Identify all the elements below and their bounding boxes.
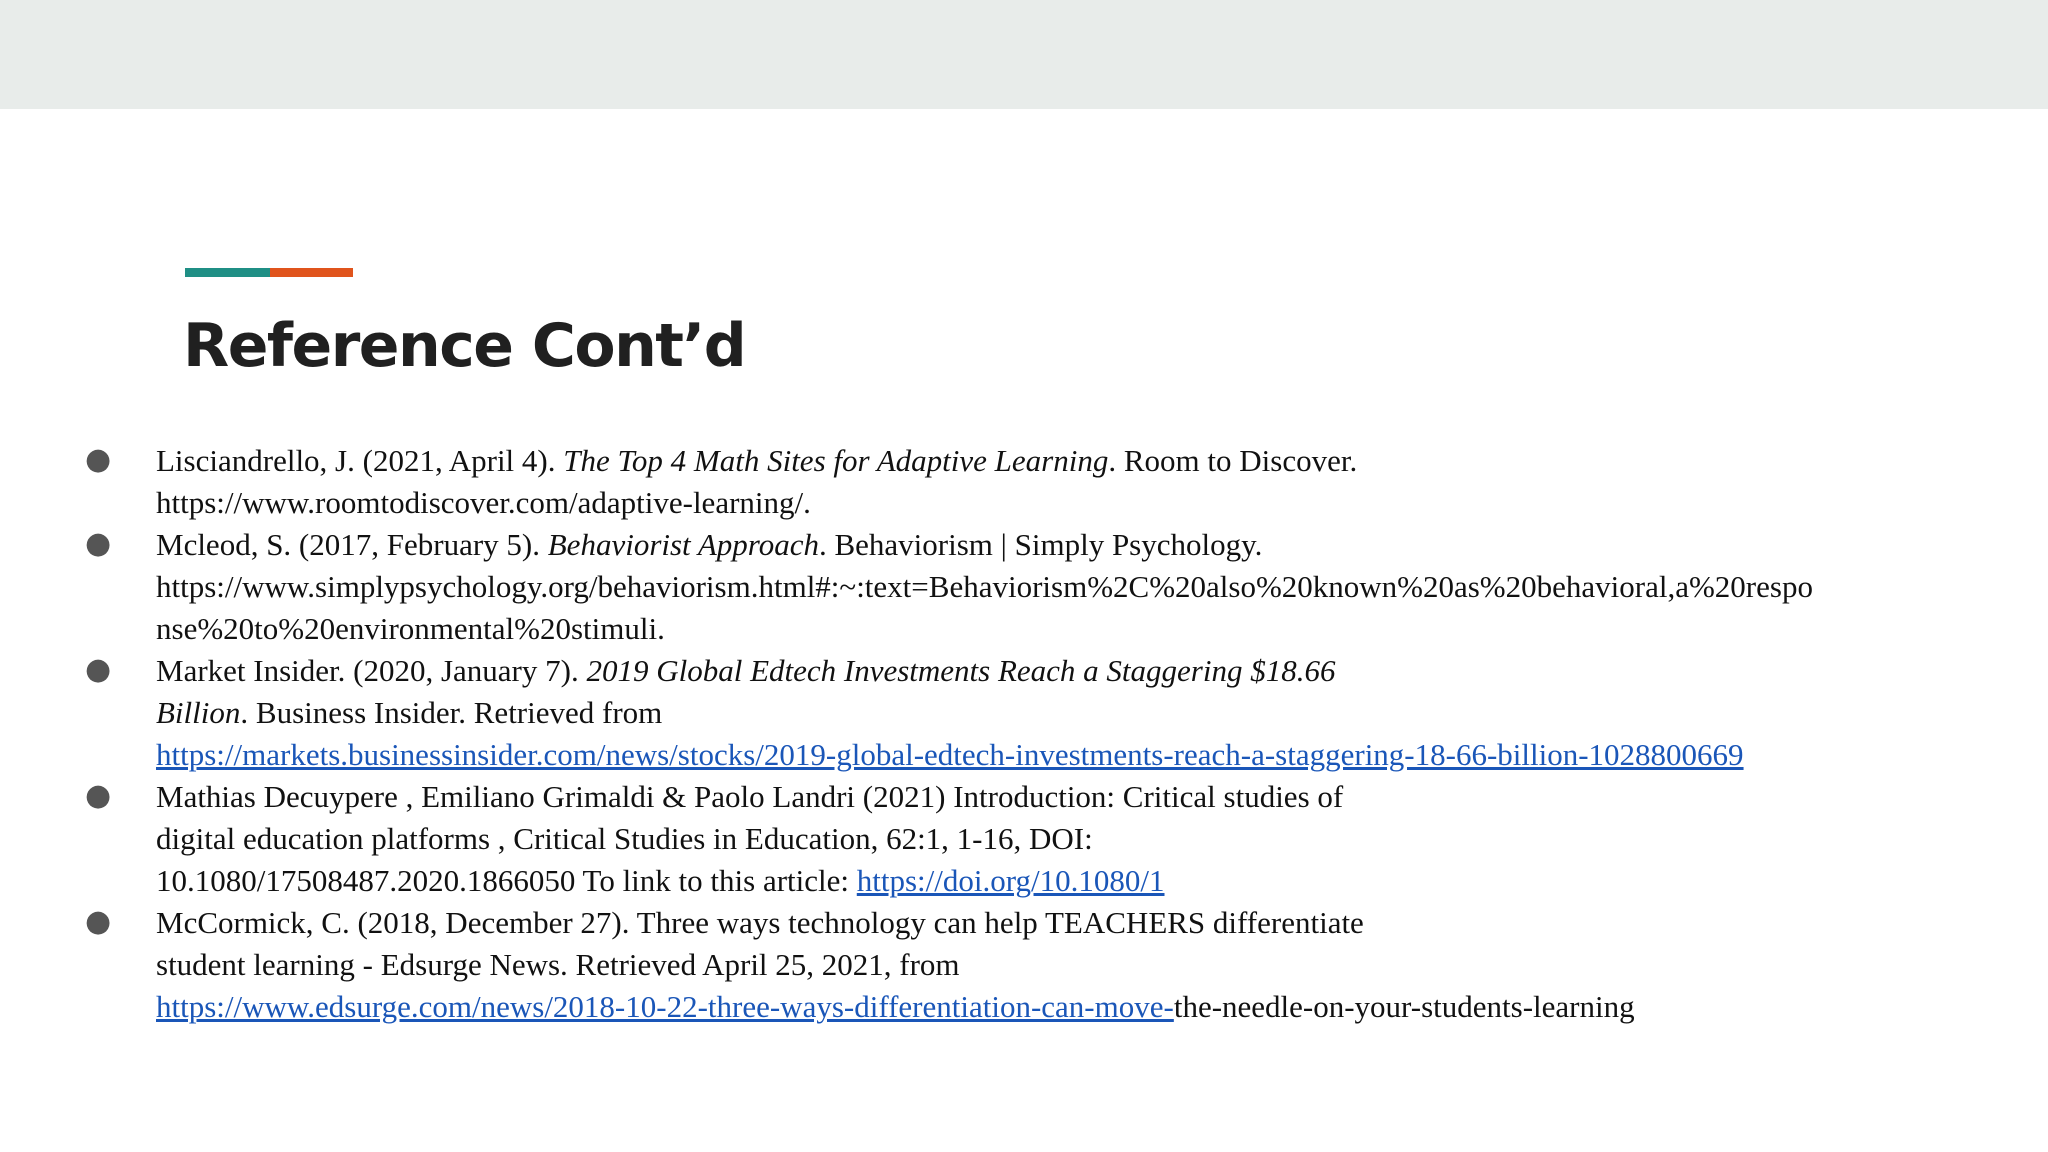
reference-item-3 <box>0 650 1996 776</box>
reference-line <box>156 902 1996 944</box>
ref-link[interactable]: https://doi.org/10.1080/1 <box>856 863 1165 898</box>
slide-title: Reference Cont’d <box>183 311 746 381</box>
ref-text: . Room to Discover. <box>1108 443 1358 478</box>
reference-line <box>156 524 1996 566</box>
bullet-icon: ● <box>85 652 112 687</box>
reference-line <box>156 650 1996 692</box>
title-accent-bar <box>185 268 353 277</box>
ref-text: McCormick, C. (2018, December 27). Three ways technology can help TEACHERS differentiate <box>156 905 1364 940</box>
ref-text: Mcleod, S. (2017, February 5). <box>156 527 548 562</box>
reference-line <box>156 818 1996 860</box>
reference-line <box>156 566 1996 608</box>
reference-line <box>156 482 1996 524</box>
ref-title: 2019 Global Edtech Investments Reach a Staggering $18.66 <box>586 653 1336 688</box>
accent-segment-orange <box>270 268 353 277</box>
top-band <box>0 0 2048 109</box>
reference-line <box>156 776 1996 818</box>
ref-link[interactable]: https://www.edsurge.com/news/2018-10-22-three-ways-differentiation-can-move- <box>156 989 1174 1024</box>
ref-text: Market Insider. (2020, January 7). <box>156 653 587 688</box>
ref-text: the-needle-on-your-students-learning <box>1173 989 1635 1024</box>
reference-item-1 <box>0 440 1996 524</box>
bullet-icon: ● <box>85 526 112 561</box>
reference-line <box>156 944 1996 986</box>
reference-line <box>156 860 1996 902</box>
ref-text: 10.1080/17508487.2020.1866050 To link to this article: <box>156 863 857 898</box>
ref-text: . Business Insider. Retrieved from <box>240 695 663 730</box>
reference-item-4 <box>0 776 1996 902</box>
reference-line <box>156 734 1996 776</box>
reference-item-2 <box>0 524 1996 650</box>
ref-title: Billion <box>156 695 241 730</box>
ref-text: . Behaviorism | Simply Psychology. <box>818 527 1263 562</box>
reference-line <box>156 440 1996 482</box>
bullet-icon: ● <box>85 904 112 939</box>
ref-text: Mathias Decuypere , Emiliano Grimaldi & Paolo Landri (2021) Introduction: Critical studies of <box>156 779 1344 814</box>
reference-line <box>156 608 1996 650</box>
ref-url: https://www.roomtodiscover.com/adaptive-learning/. <box>156 485 811 520</box>
bullet-icon: ● <box>85 442 112 477</box>
ref-title: Behaviorist Approach <box>547 527 819 562</box>
accent-segment-teal <box>185 268 270 277</box>
reference-item-5 <box>0 902 1996 1028</box>
reference-line <box>156 986 1996 1028</box>
ref-link[interactable]: https://markets.businessinsider.com/news/stocks/2019-global-edtech-investments-reach-a-staggering-18-66-billion-1028800669 <box>156 737 1744 772</box>
ref-text: Lisciandrello, J. (2021, April 4). <box>156 443 564 478</box>
reference-line <box>156 692 1996 734</box>
ref-text: student learning - Edsurge News. Retrieved April 25, 2021, from <box>156 947 960 982</box>
bullet-icon: ● <box>85 778 112 813</box>
ref-url: nse%20to%20environmental%20stimuli. <box>156 611 665 646</box>
ref-title: The Top 4 Math Sites for Adaptive Learning <box>563 443 1109 478</box>
ref-url: https://www.simplypsychology.org/behaviorism.html#:~:text=Behaviorism%2C%20also%20known%20as%20behavioral,a%20respo <box>156 569 1813 604</box>
reference-list <box>0 440 2048 1028</box>
ref-text: digital education platforms , Critical Studies in Education, 62:1, 1-16, DOI: <box>156 821 1093 856</box>
